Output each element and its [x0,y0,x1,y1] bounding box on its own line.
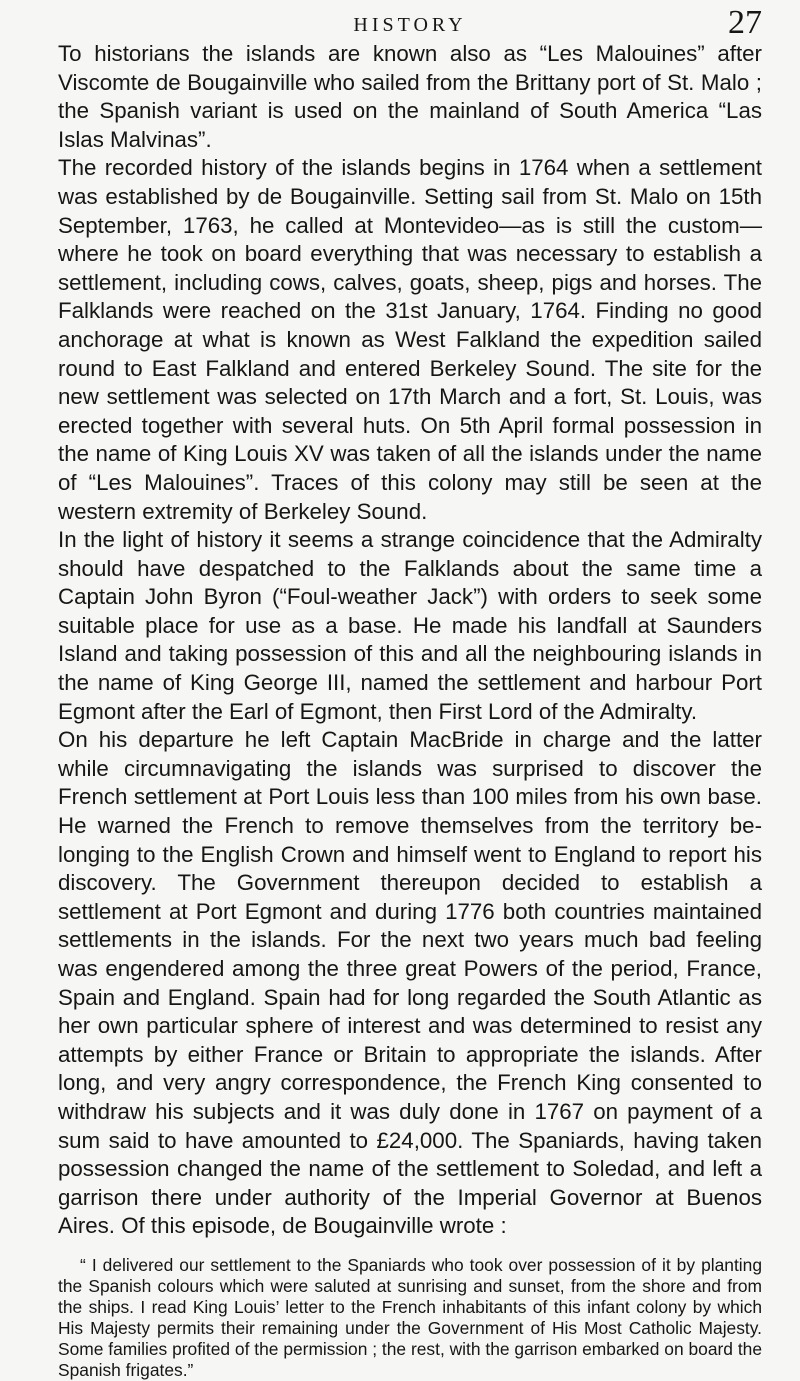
running-head [58,0,762,40]
paragraph-recorded-history: The recorded history of the islands begins in 1764 when a settlement was established by de Bougainville. Setting sail from St. Malo on 15th September, 1763, he called at Montevideo—as is still the custom—where he took on board everything that was necessary to establish a settlement, including cows, calves, goats, sheep, pigs and horses. The Falklands were reached on the 31st January, 1764. Finding no good anchorage at what is known as West Falkland the expedition sailed round to East Falkland and entered Berkeley Sound. The site for the new settlement was selected on 17th March and a fort, St. Louis, was erected together with several huts. On 5th April formal possession in the name of King Louis XV was taken of all the islands under the name of “Les Malouines”. Traces of this colony may still be seen at the western extremity of Berkeley Sound. [58,155,762,524]
running-title: HISTORY [353,14,467,36]
body-text [58,40,762,1381]
page-number: 27 [728,4,762,41]
bougainville-quotation: “ I delivered our settlement to the Spaniards who took over possession of it by planting the Spanish colours which were saluted at sunrising and sunset, from the shore and from the ships. I read King Louis’ letter to the French inhabitants of this infant colony by which His Majesty permits their remaining under the Government of His Most Catholic Majesty. Some families profited of the permission ; the rest, with the garrison embarked on board the Spanish frigates.” [58,1254,762,1380]
paragraph-bougainville-names: To historians the islands are known also as “Les Malouines” after Viscomte de Bougainville who sailed from the Brittany port of St. Malo ; the Spanish variant is used on the mainland of South America “Las Islas Malvinas”. [58,41,762,152]
paragraph-macbride-discovery: On his departure he left Captain MacBride in charge and the latter while circumnavigating the islands was surprised to discover the French settlement at Port Louis less than 100 miles from his own base. He warned the French to remove themselves from the territory be-longing to the English Crown and himself went to England to report his discovery. The Government thereupon decided to establish a settlement at Port Egmont and during 1776 both countries maintained settlements in the islands. For the next two years much bad feeling was engendered among the three great Powers of the period, France, Spain and England. Spain had for long regarded the South Atlantic as her own particular sphere of interest and was determined to resist any attempts by either France or Britain to appropriate the islands. After long, and very angry correspondence, the French King consented to withdraw his subjects and it was duly done in 1767 on payment of a sum said to have amounted to £24,000. The Spaniards, having taken possession changed the name of the settlement to Soledad, and left a garrison there under authority of the Imperial Governor at Buenos Aires. Of this episode, de Bougainville wrote : [58,727,762,1239]
paragraph-byron-expedition: In the light of history it seems a strange coincidence that the Admiralty should have despatched to the Falklands about the same time a Captain John Byron (“Foul-weather Jack”) with orders to seek some suitable place for use as a base. He made his landfall at Saunders Island and taking possession of this and all the neighbouring islands in the name of King George III, named the settlement and harbour Port Egmont after the Earl of Egmont, then First Lord of the Admiralty. [58,527,762,724]
